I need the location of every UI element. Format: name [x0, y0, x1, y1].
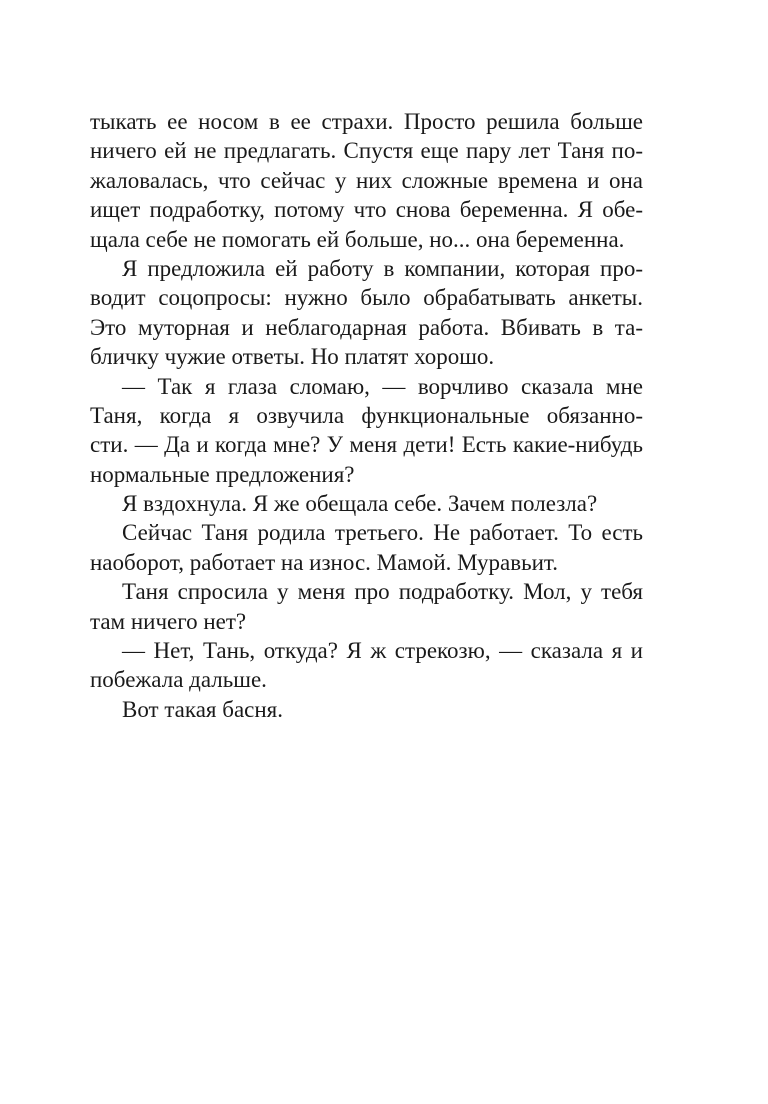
- text-line: побежала дальше.: [90, 667, 267, 693]
- text-line: — Так я глаза сломаю, — ворчливо сказала мне: [122, 373, 643, 399]
- text-line: водит соцопросы: нужно было обрабатывать анкеты.: [90, 285, 643, 311]
- text-line: Это муторная и неблагодарная работа. Вбивать в та-: [90, 314, 643, 340]
- text-line: там ничего нет?: [90, 608, 247, 634]
- text-line: Таня, когда я озвучила функциональные обязанно-: [90, 402, 643, 428]
- text-line: наоборот, работает на износ. Мамой. Муравьит.: [90, 549, 558, 575]
- text-line: Таня спросила у меня про подработку. Мол, у тебя: [122, 579, 643, 605]
- text-line: Вот такая басня.: [122, 696, 283, 722]
- text-line: нормальные предложения?: [90, 461, 355, 487]
- text-line: ищет подработку, потому что снова беременна. Я обе-: [90, 197, 643, 223]
- text-line: Сейчас Таня родила третьего. Не работает. То есть: [122, 520, 643, 546]
- text-line: бличку чужие ответы. Но платят хорошо.: [90, 344, 495, 370]
- text-line: сти. — Да и когда мне? У меня дети! Есть какие-нибудь: [90, 432, 643, 458]
- text-line: — Нет, Тань, откуда? Я ж стрекозю, — сказала я и: [122, 638, 643, 664]
- text-line: Я вздохнула. Я же обещала себе. Зачем полезла?: [122, 491, 598, 517]
- text-line: тыкать ее носом в ее страхи. Просто решила больше: [90, 109, 643, 134]
- body-text: [90, 107, 643, 724]
- text-line: щала себе не помогать ей больше, но... она беременна.: [90, 226, 625, 252]
- text-line: жаловалась, что сейчас у них сложные времена и она: [90, 167, 643, 193]
- text-line: Я предложила ей работу в компании, которая про-: [122, 255, 643, 281]
- text-line: ничего ей не предлагать. Спустя еще пару лет Таня по-: [90, 138, 643, 164]
